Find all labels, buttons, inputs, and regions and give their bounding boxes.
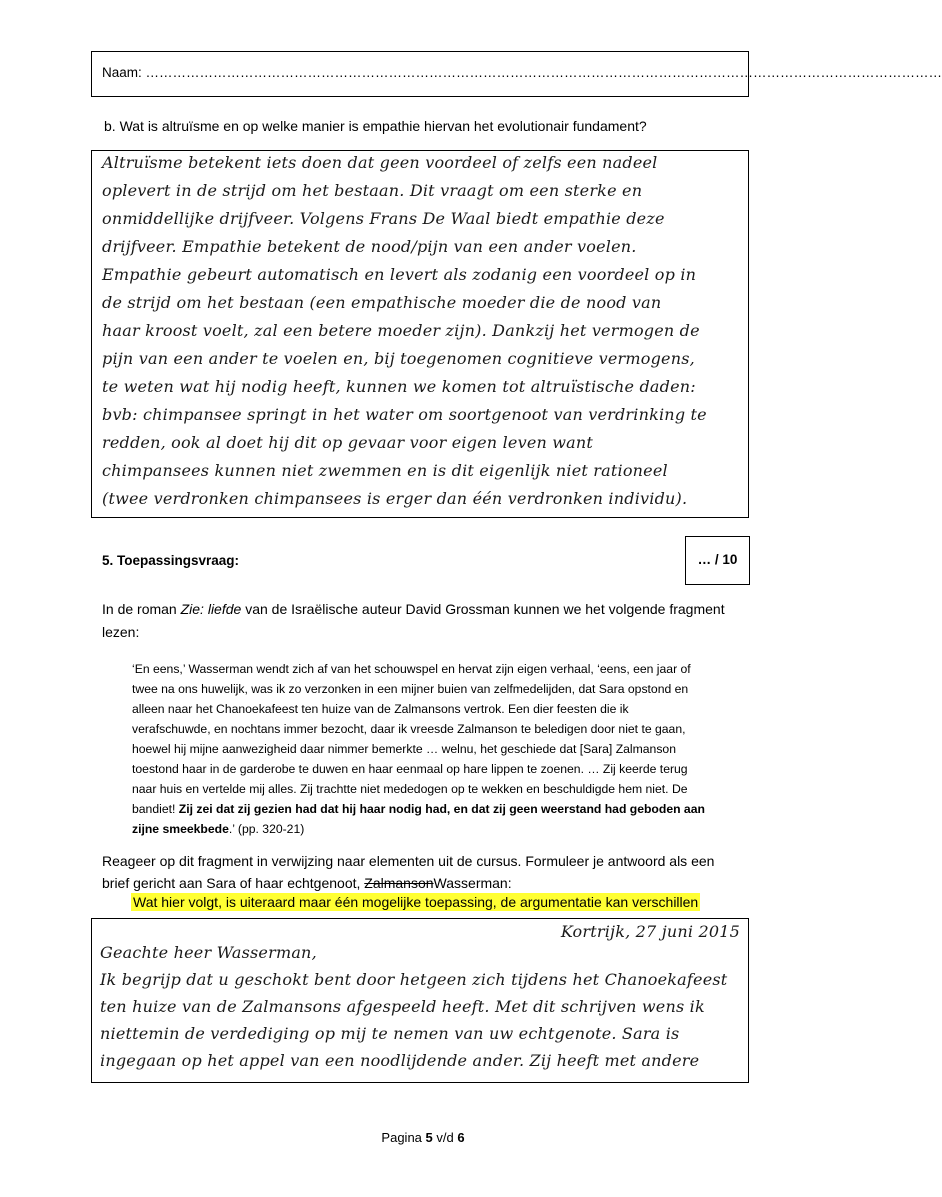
instruction-line-1: Reageer op dit fragment in verwijzing naar elementen uit de cursus. Formuleer je antwoord als een <box>102 853 715 869</box>
quote-line: ‘En eens,’ Wasserman wendt zich af van het schouwspel en hervat zijn eigen verhaal, ‘eens, een jaar of <box>132 662 691 676</box>
answer-b-line: de strijd om het bestaan (een empathische moeder die de nood van <box>102 293 662 312</box>
letter-line: ten huize van de Zalmansons afgespeeld heeft. Met dit schrijven wens ik <box>100 997 705 1016</box>
letter-line: ingegaan op het appel van een noodlijdende ander. Zij heeft met andere <box>100 1051 700 1070</box>
answer-b-line: redden, ook al doet hij dit op gevaar voor eigen leven want <box>102 433 594 452</box>
page-number: 5 <box>425 1130 433 1145</box>
page-footer <box>0 1130 846 1145</box>
letter-date: Kortrijk, 27 juni 2015 <box>560 922 740 941</box>
book-title: Zie: liefde <box>180 601 242 617</box>
letter-answer-box <box>91 918 749 1083</box>
answer-b-line: chimpansees kunnen niet zwemmen en is dit eigenlijk niet rationeel <box>102 461 668 480</box>
quote-line: twee na ons huwelijk, was ik zo verzonken in een mijner buien van zelfmedelijden, dat Sara opstond en <box>132 682 689 696</box>
answer-b-line: drijfveer. Empathie betekent de nood/pijn van een ander voelen. <box>102 237 637 256</box>
quote-text: bandiet! <box>132 802 179 816</box>
score-box <box>685 536 750 585</box>
letter-line: Geachte heer Wasserman, <box>100 943 317 962</box>
quote-line: hoewel hij mijne aanwezigheid daar nimmer bemerkte … welnu, het geschiede dat [Sara] Zalmanson <box>132 742 676 756</box>
page-total: 6 <box>457 1130 465 1145</box>
quote-line <box>132 822 304 836</box>
name-label: Naam: …………………………………………………………………………………………………………………………………………………………… <box>102 65 942 80</box>
answer-b-line: Empathie gebeurt automatisch en levert als zodanig een voordeel op in <box>102 265 697 284</box>
answer-b-line: Altruïsme betekent iets doen dat geen voordeel of zelfs een nadeel <box>102 153 658 172</box>
section-5-title: 5. Toepassingsvraag: <box>102 553 240 568</box>
letter-line: Ik begrijp dat u geschokt bent door hetgeen zich tijdens het Chanoekafeest <box>100 970 728 989</box>
quote-line: verafschuwde, en nochtans immer bezocht, daar ik vreesde Zalmanson te beledigen door niet te gaan, <box>132 722 686 736</box>
struck-name: Zalmanson <box>364 875 434 891</box>
quote-citation: .’ (pp. 320-21) <box>228 822 305 836</box>
answer-b-line: bvb: chimpansee springt in het water om soortgenoot van verdrinking te <box>102 405 707 424</box>
answer-b-line: pijn van een ander te voelen en, bij toegenomen cognitieve vermogens, <box>102 349 695 368</box>
quote-line: naar huis en vertelde mij alles. Zij trachtte niet mededogen op te wekken en beschuldigde hem niet. De <box>132 782 688 796</box>
footer-text: Pagina <box>381 1130 426 1145</box>
answer-b-line: haar kroost voelt, zal een betere moeder zijn). Dankzij het vermogen de <box>102 321 700 340</box>
intro-text: van de Israëlische auteur David Grossman kunnen we het volgende fragment <box>241 601 725 617</box>
quote-bold: Zij zei dat zij gezien had dat hij haar nodig had, en dat zij geen weerstand had geboden aan <box>178 802 705 816</box>
quote-bold: zijne smeekbede <box>132 822 229 836</box>
instruction-line-2 <box>102 875 512 891</box>
intro-line-1 <box>102 601 725 617</box>
answer-b-line: te weten wat hij nodig heeft, kunnen we komen tot altruïstische daden: <box>102 377 696 396</box>
question-b: b. Wat is altruïsme en op welke manier is empathie hiervan het evolutionair fundament? <box>104 118 647 134</box>
answer-b-line: oplevert in de strijd om het bestaan. Dit vraagt om een sterke en <box>102 181 643 200</box>
footer-text: v/d <box>432 1130 458 1145</box>
answer-b-line: onmiddellijke drijfveer. Volgens Frans De Waal biedt empathie deze <box>102 209 665 228</box>
answer-b-box <box>91 150 749 518</box>
quote-line: toestond haar in de garderobe te duwen en haar eenmaal op hare lippen te zoenen. … Zij keerde terug <box>132 762 688 776</box>
quote-line <box>132 802 705 816</box>
instruction-text: brief gericht aan Sara of haar echtgenoot, <box>102 875 365 891</box>
intro-line-2: lezen: <box>102 624 140 640</box>
score-value: … / 10 <box>697 552 738 567</box>
answer-b-line: (twee verdronken chimpansees is erger dan één verdronken individu). <box>102 489 688 508</box>
letter-line: niettemin de verdediging op mij te nemen van uw echtgenote. Sara is <box>100 1024 680 1043</box>
instruction-text: Wasserman: <box>433 875 512 891</box>
intro-text: In de roman <box>102 601 181 617</box>
quote-line: alleen naar het Chanoekafeest ten huize van de Zalmansons vertrok. Een dier feesten die ik <box>132 702 629 716</box>
name-field-box <box>91 51 942 97</box>
highlighted-note: Wat hier volgt, is uiteraard maar één mogelijke toepassing, de argumentatie kan verschillen <box>133 894 699 910</box>
